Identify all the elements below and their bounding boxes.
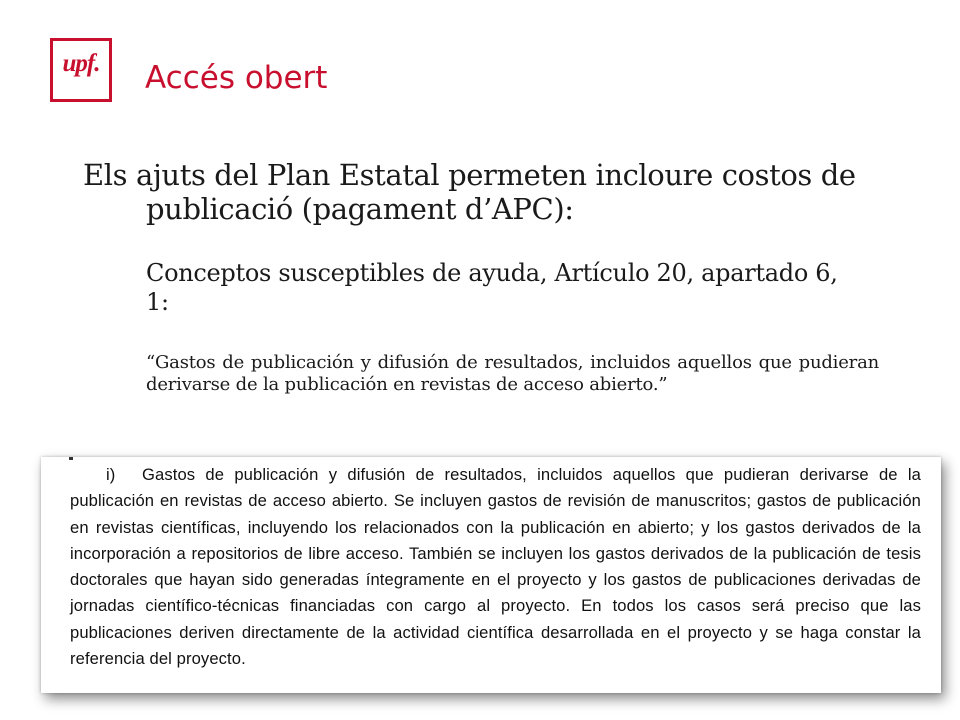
- upf-logo: [50, 38, 112, 102]
- excerpt-paragraph: [70, 462, 921, 672]
- excerpt-fragment-mark: [69, 457, 73, 460]
- quoted-text: “Gastos de publicación y difusión de resultados, incluidos aquellos que pudieran derivarse de la publicación en revistas de acceso abierto.”: [146, 352, 879, 395]
- regulation-excerpt-image: [41, 457, 941, 693]
- slide-title: Accés obert: [145, 60, 328, 96]
- main-heading: Els ajuts del Plan Estatal permeten incloure costos de publicació (pagament d’APC):: [83, 158, 856, 226]
- logo-text: upf.: [62, 50, 100, 77]
- article-reference: Conceptos susceptibles de ayuda, Artículo 20, apartado 6, 1:: [146, 259, 838, 316]
- excerpt-list-marker: i): [106, 465, 116, 484]
- excerpt-body: Gastos de publicación y difusión de resultados, incluidos aquellos que pudieran derivarse de la publicación en revistas de acceso abierto. Se incluyen gastos de revisión de manuscritos; gastos de publicación en revistas científicas, incluyendo los relacionados con la publicación en abierto; y los gastos derivados de la incorporación a repositorios de libre acceso. También se incluyen los gastos derivados de la publicación de tesis doctorales que hayan sido generadas íntegramente en el proyecto y los gastos de publicaciones derivadas de jornadas científico-técnicas financiadas con cargo al proyecto. En todos los casos será preciso que las publicaciones deriven directamente de la actividad científica desarrollada en el proyecto y se haga constar la referencia del proyecto.: [70, 465, 921, 669]
